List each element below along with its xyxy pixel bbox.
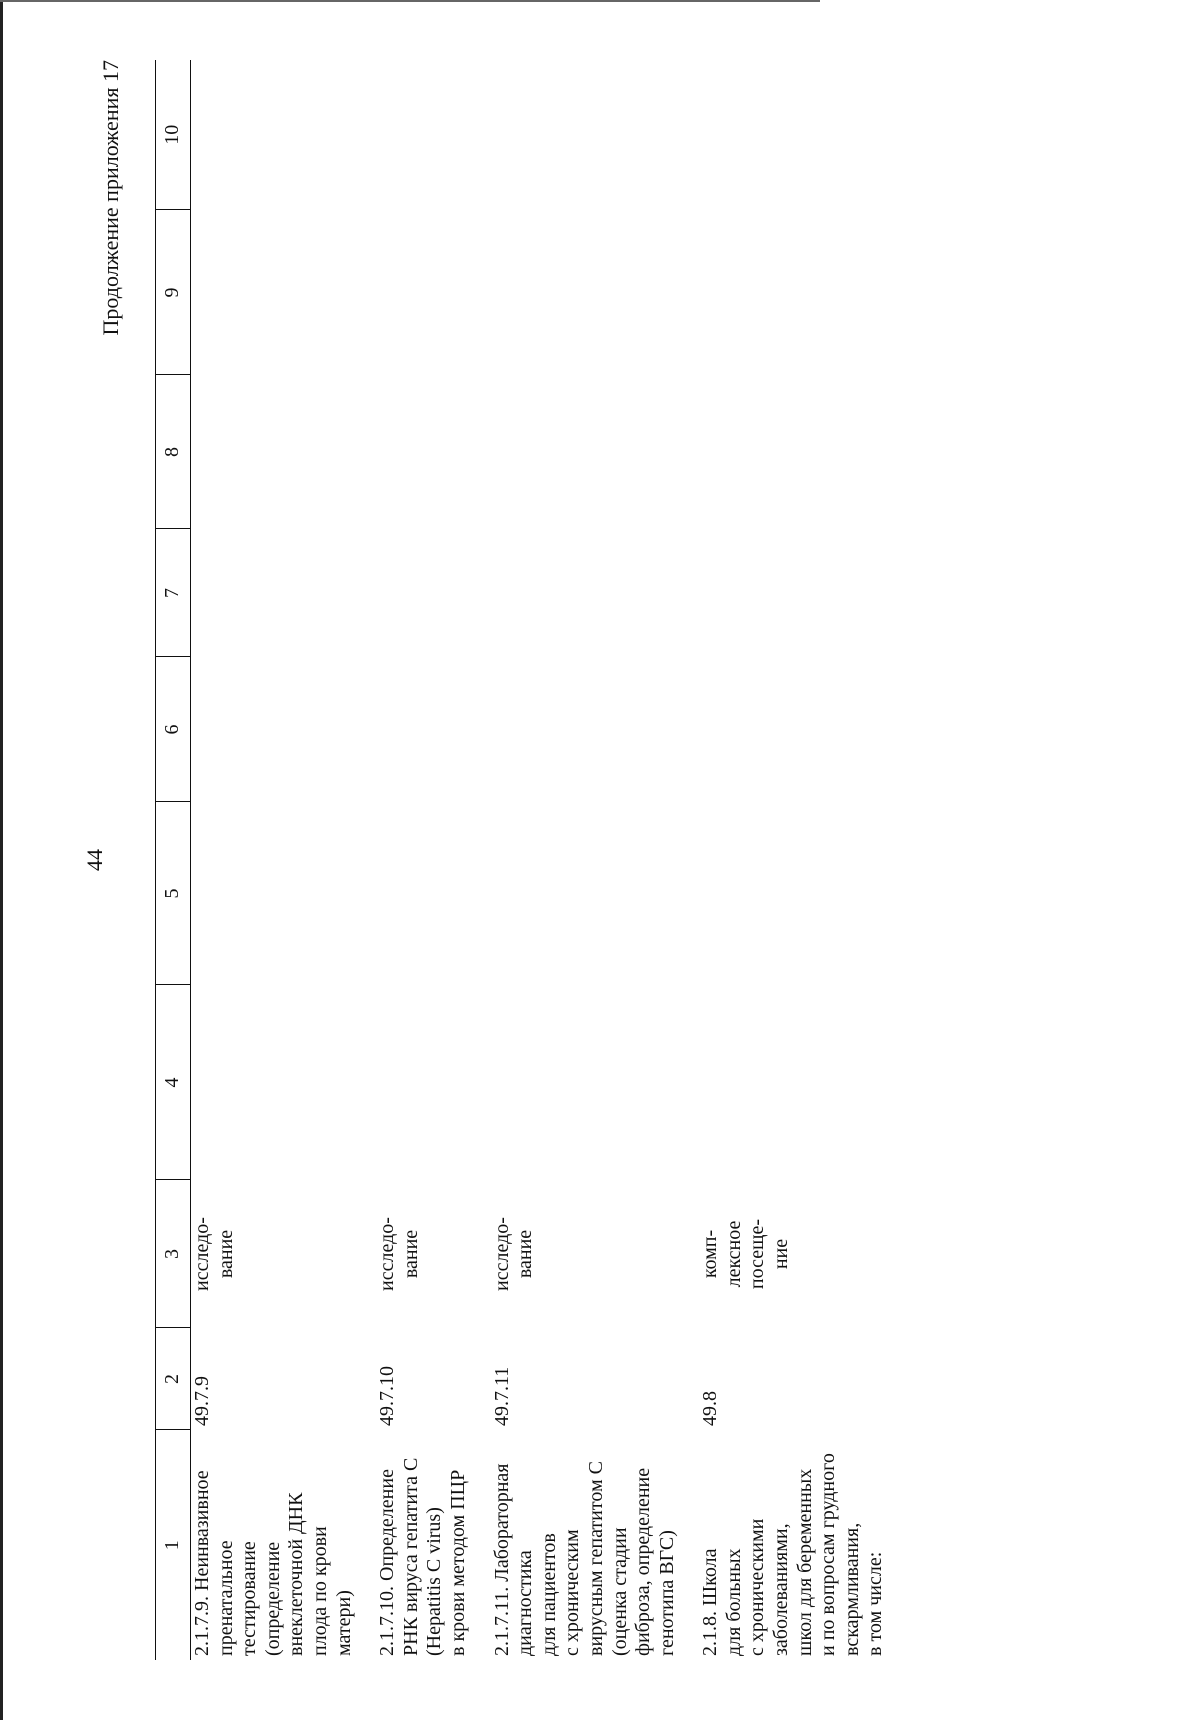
table-row bbox=[376, 60, 490, 1660]
empty-cell bbox=[191, 985, 377, 1180]
column-header: 5 bbox=[156, 802, 191, 985]
empty-cell bbox=[376, 210, 490, 375]
column-header: 1 bbox=[156, 1430, 191, 1660]
empty-cell bbox=[191, 802, 377, 985]
empty-cell bbox=[191, 375, 377, 529]
unit-cell: исследо- вание bbox=[490, 1217, 537, 1291]
appendix-caption: Продолжение приложения 17 bbox=[98, 60, 123, 336]
column-header: 3 bbox=[156, 1180, 191, 1328]
unit-cell: исследо- вание bbox=[191, 1217, 237, 1291]
empty-cell bbox=[491, 60, 700, 210]
column-header: 8 bbox=[156, 375, 191, 529]
empty-cell bbox=[376, 802, 490, 985]
column-header: 6 bbox=[156, 657, 191, 802]
table-row bbox=[491, 60, 700, 1660]
empty-cell bbox=[191, 529, 377, 657]
column-header: 9 bbox=[156, 210, 191, 375]
service-code-cell: 49.7.9 bbox=[191, 1376, 213, 1426]
column-header: 7 bbox=[156, 529, 191, 657]
service-name-cell: 2.1.7.10. Определение РНК вируса гепатита С (Hepatitis C virus) в крови методом ПЦР bbox=[376, 1457, 469, 1656]
table-row bbox=[699, 60, 908, 1660]
empty-cell bbox=[699, 985, 908, 1180]
empty-cell bbox=[376, 985, 490, 1180]
empty-cell bbox=[191, 657, 377, 802]
empty-cell bbox=[699, 529, 908, 657]
column-header: 2 bbox=[156, 1328, 191, 1430]
empty-cell bbox=[699, 60, 908, 210]
empty-cell bbox=[491, 802, 700, 985]
empty-cell bbox=[491, 210, 700, 375]
unit-cell: исследо- вание bbox=[376, 1217, 422, 1291]
empty-cell bbox=[191, 210, 377, 375]
services-table bbox=[155, 60, 908, 1660]
column-header: 10 bbox=[156, 60, 191, 210]
table-header-row bbox=[156, 60, 191, 1660]
table-row bbox=[191, 60, 377, 1660]
empty-cell bbox=[699, 657, 908, 802]
service-code-cell: 49.7.10 bbox=[376, 1366, 399, 1426]
column-header: 4 bbox=[156, 985, 191, 1180]
empty-cell bbox=[491, 529, 700, 657]
empty-cell bbox=[376, 657, 490, 802]
service-code-cell: 49.8 bbox=[699, 1391, 722, 1426]
unit-cell: комп- лексное посеще- ние bbox=[699, 1218, 793, 1290]
empty-cell bbox=[491, 375, 700, 529]
empty-cell bbox=[699, 802, 908, 985]
empty-cell bbox=[699, 210, 908, 375]
empty-cell bbox=[491, 657, 700, 802]
service-name-cell: 2.1.8. Школа для больных с хроническими заболеваниями, школ для беременных и по вопросам грудного вскармливания, в том числе: bbox=[699, 1453, 887, 1656]
empty-cell bbox=[376, 529, 490, 657]
service-name-cell: 2.1.7.11. Лабораторная диагностика для пациентов с хроническим вирусным гепатитом С (оценка стадии фиброза, определение генотипа ВГС) bbox=[490, 1461, 678, 1656]
empty-cell bbox=[191, 60, 377, 210]
service-name-cell: 2.1.7.9. Неинвазивное пренатальное тестирование (определение внеклеточной ДНК плода по крови матери) bbox=[191, 1470, 355, 1656]
empty-cell bbox=[376, 60, 490, 210]
empty-cell bbox=[491, 985, 700, 1180]
service-code-cell: 49.7.11 bbox=[490, 1366, 513, 1426]
empty-cell bbox=[699, 375, 908, 529]
empty-cell bbox=[376, 375, 490, 529]
page-number: 44 bbox=[82, 849, 107, 871]
